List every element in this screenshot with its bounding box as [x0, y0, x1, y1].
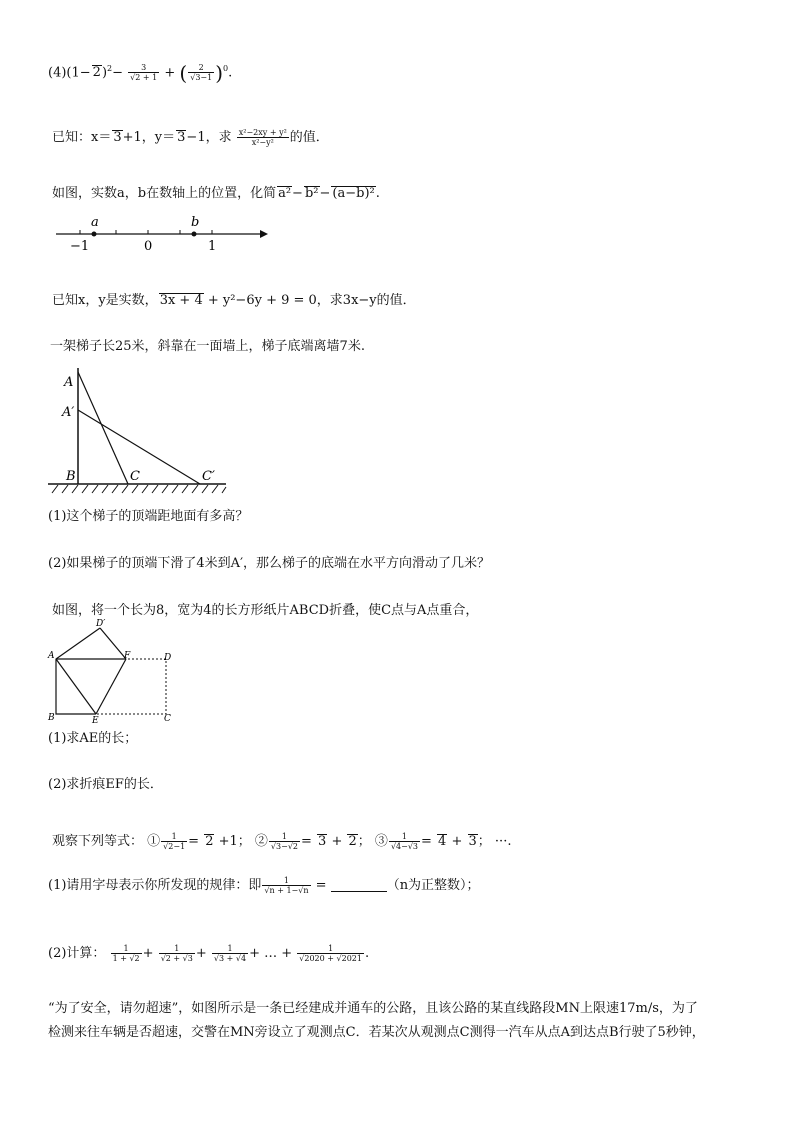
- label-b: b: [191, 215, 200, 230]
- q4-fraction-1: $\frac{3}{√2 + 1}$: [130, 63, 158, 83]
- number-line-figure: [50, 212, 270, 254]
- known1-fraction: $\frac{\text{x²−2xy + y²}}{\text{x²−y²}}$: [238, 128, 287, 147]
- label-C: C: [164, 714, 171, 724]
- numberline-problem: 如图，实数a，b在数轴上的位置，化简 a²− b²− (a−b)².: [52, 186, 380, 201]
- label-one: 1: [208, 239, 217, 254]
- label-A-prime: A′: [62, 405, 75, 420]
- label-C: C: [130, 469, 140, 484]
- fold-problem-text: 如图，将一个长为8，宽为4的长方形纸片ABCD折叠，使C点与A点重合，: [52, 603, 479, 618]
- label-a: a: [91, 215, 99, 230]
- label-F: F: [124, 651, 131, 661]
- q4-expression: $(4)(1- 2)^2-$ $\frac{3}{√2 + 1}$ + ( $\frac{2}{√3-1}$ )$^0$.: [48, 60, 233, 85]
- q4-fraction-2: $\frac{2}{√3-1}$: [190, 63, 213, 83]
- fold-figure: [44, 616, 184, 728]
- speed-problem-line-2: 检测来往车辆是否超速，交警在MN旁设立了观测点C．若某次从观测点C测得一汽车从点A到达点B行驶了5秒钟，: [48, 1025, 705, 1040]
- observe-equations: 观察下列等式： ① $\frac{1}{√2-1}$ = 2 +1； ② $\frac{1}{√3-√2}$ = 3 + 2； ③ $\frac{1}{√4-√3}$ = 4 + 3； ···.: [52, 832, 512, 851]
- label-A: A: [64, 375, 74, 390]
- label-C-prime: C′: [202, 469, 215, 484]
- known-sqrt-problem: 已知x，y是实数， 3x + 4 + y²−6y + 9 = 0，求3x−y的值．: [52, 293, 416, 308]
- label-D: D: [164, 653, 172, 663]
- label-B: B: [66, 469, 76, 484]
- label-minus-one: −1: [70, 239, 90, 254]
- ladder-problem-text: 一架梯子长25米，斜靠在一面墙上，梯子底端离墙7米.: [50, 339, 365, 354]
- ladder-question-2: (2)如果梯子的顶端下滑了4米到A′，那么梯子的底端在水平方向滑动了几米？: [48, 556, 491, 571]
- fold-question-2: (2)求折痕EF的长．: [48, 777, 163, 792]
- label-D-prime: D′: [96, 619, 106, 629]
- label-zero: 0: [144, 239, 153, 254]
- label-B: B: [48, 713, 55, 723]
- ladder-question-1: (1)这个梯子的顶端距地面有多高？: [48, 509, 249, 524]
- label-A: A: [48, 651, 55, 661]
- label-E: E: [92, 716, 99, 726]
- answer-blank[interactable]: [331, 879, 387, 892]
- known-xy-problem: 已知：x＝ 3+1，y＝ 3−1，求 $\frac{\text{x²−2xy + y²}}{\text{x²−y²}}$ 的值．: [52, 128, 329, 147]
- speed-problem-line-1: “为了安全，请勿超速”，如图所示是一条已经建成并通车的公路，且该公路的某直线路段MN上限速17m/s，为了: [48, 1001, 698, 1016]
- observe-question-2: (2)计算： $\frac{1}{1 + √2}$ + $\frac{1}{√2 + √3}$ + $\frac{1}{√3 + √4}$ + … + $\frac{1}{√2020 + √2021}$ .: [48, 944, 370, 963]
- observe-question-1: (1)请用字母表示你所发现的规律：即 $\frac{1}{√n + 1-√n}$ = （n为正整数）；: [48, 876, 480, 895]
- ladder-figure: [44, 362, 234, 497]
- fold-question-1: (1)求AE的长；: [48, 731, 138, 746]
